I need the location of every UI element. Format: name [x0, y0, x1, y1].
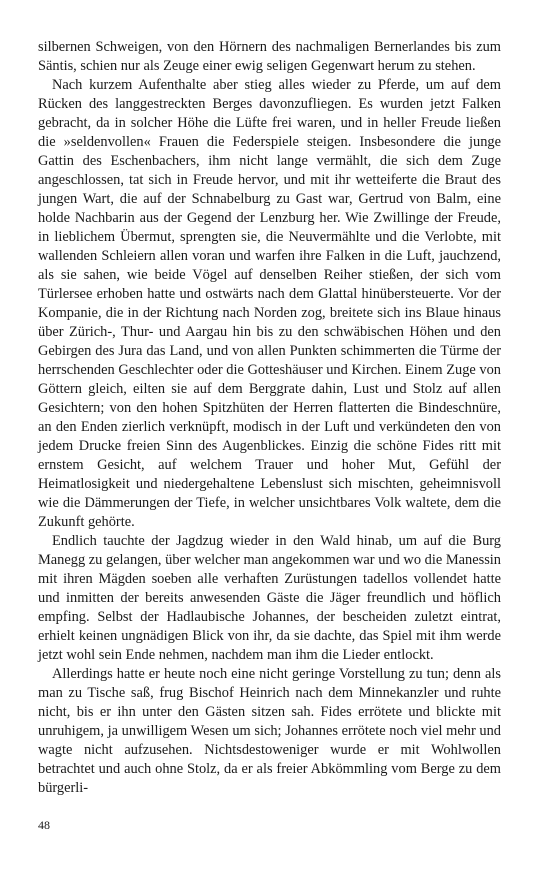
- paragraph-3: Endlich tauchte der Jagdzug wieder in den Wald hinab, um auf die Burg Manegg zu gelangen, über welcher man angekommen war und wo die Manessin mit ihren Mägden soeben alle verhaften Zurüstungen tadellos vollendet hatte und inmitten der bereits anwesenden Gäste die Jäger freundlich und höflich empfing. Selbst der Hadlaubische Johannes, der bescheiden zuletzt eintrat, erhielt keinen ungnädigen Blick von ihr, da sie dachte, das Spiel mit ihm werde jetzt wohl sein Ende nehmen, nachdem man ihm die Lieder entlockt.: [38, 533, 501, 663]
- page-body: [38, 38, 501, 798]
- paragraph-4: Allerdings hatte er heute noch eine nicht geringe Vorstellung zu tun; denn als man zu Tische saß, frug Bischof Heinrich nach dem Minnekanzler und ruhte nicht, bis er ihn unter den Gästen sitzen sah. Fides errötete und blickte mit unruhigem, ja unwilligem Wesen um sich; Johannes errötete noch viel mehr und wagte nicht aufzusehen. Nichtsdestoweniger wurde er mit Wohlwollen betrachtet und auch ohne Stolz, da er als freier Abkömmling vom Berge zu dem bürgerli-: [38, 666, 501, 796]
- paragraph-2: Nach kurzem Aufenthalte aber stieg alles wieder zu Pferde, um auf dem Rücken des langgestreckten Berges davonzufliegen. Es wurden jetzt Falken gebracht, da in solcher Höhe die Lüfte frei waren, und in heller Freude ließen die »seldenvollen« Frauen die Federspiele steigen. Insbesondere die junge Gattin des Eschenbachers, ihm nicht lange vermählt, die sich dem Zuge angeschlossen, tat sich in Freude hervor, und mit ihr wetteiferte die Braut des jungen Wart, die auf der Schnabelburg zu Gast war, Gertrud von Balm, eine holde Nachbarin aus der Gegend der Lenzburg her. Wie Zwillinge der Freude, in lieblichem Übermut, sprengten sie, die Neuvermählte und die Verlobte, mit wallenden Schleiern allen voran und warfen ihre Falken in die Luft, jauchzend, als sie sahen, wie beide Vögel auf denselben Reiher stießen, der sich vom Türlersee erhoben hatte und ostwärts nach dem Glattal hinübersteuerte. Vor der Kompanie, die in der Richtung nach Norden zog, breitete sich ins Blaue hinaus über Zürich-, Thur- und Aargau hin bis zu den schwäbischen Höhen und den Gebirgen des Jura das Land, und von allen Punkten schimmerten die Türme der herrschenden Geschlechter oder die Gotteshäuser und Kirchen. Einem Zuge von Göttern gleich, eilten sie auf dem Berggrate dahin, Lust und Stolz auf allen Gesichtern; von den hohen Spitzhüten der Herren flatterten die Bindeschnüre, an den Enden zierlich verknüpft, modisch in der Luft und verkündeten den von jedem Drucke freien Sinn des Augenblickes. Einzig die schöne Fides ritt mit ernstem Gesicht, auf welchem Trauer und hoher Mut, Gefühl der Heimatlosigkeit und niedergehaltene Lebenslust sich mischten, geheimnisvoll wie die Dämmerungen der Tiefe, in welcher unsichtbares Volk waltete, dem die Zukunft gehörte.: [38, 77, 501, 530]
- paragraph-1: silbernen Schweigen, von den Hörnern des nachmaligen Bernerlandes bis zum Säntis, schien nur als Zeuge einer ewig seligen Gegenwart herum zu stehen.: [38, 39, 501, 74]
- page-number: 48: [38, 818, 50, 832]
